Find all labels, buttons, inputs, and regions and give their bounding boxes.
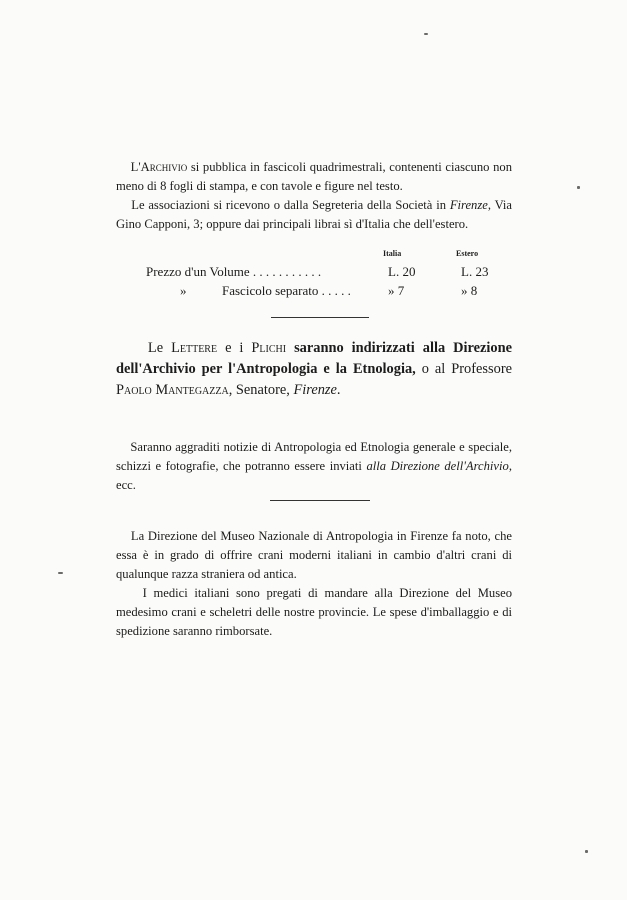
archivio-word: Archivio xyxy=(140,160,188,174)
contrib-italic: alla Direzione dell'Archivio xyxy=(366,459,509,473)
contrib-text: Saranno aggraditi notizie di Antropologia ed Etnologia generale e speciale, schizzi e fotografie, che potranno essere inviati xyxy=(116,440,513,473)
price-header-estero: Estero xyxy=(456,249,479,258)
contrib-end: , ecc. xyxy=(116,459,512,492)
price-italia: L. 20 xyxy=(388,264,416,279)
corr-text-5: , Senatore, xyxy=(228,382,294,398)
ditto-mark: » xyxy=(180,283,187,298)
corr-bold-text: saranno indirizzati alla Direzione dell'Archivio per l'Antropologia e la Etnologia, xyxy=(116,340,512,377)
subscription-note xyxy=(116,196,512,234)
city-name: Firenze xyxy=(449,198,488,212)
city-name: Firenze xyxy=(293,382,337,398)
corr-text-2: e i xyxy=(217,340,252,356)
section-divider xyxy=(270,500,370,501)
price-label: Fascicolo separato . . . . . xyxy=(222,283,351,298)
corr-text-6: . xyxy=(336,382,341,398)
scan-speck xyxy=(585,850,588,853)
publication-note xyxy=(116,158,512,196)
price-label: Prezzo d'un Volume . . . . . . . . . . . xyxy=(146,264,322,279)
scan-speck xyxy=(58,572,63,574)
professor-name: Paolo Mantegazza xyxy=(116,382,229,398)
price-header-italia: Italia xyxy=(383,249,402,258)
subscription-text-2: , Via Gino Capponi, 3; oppure dai principali librai sì d'Italia che dell'estero. xyxy=(116,198,513,231)
corr-text-1: Le xyxy=(147,340,172,356)
scan-speck xyxy=(424,33,428,35)
correspondence-note xyxy=(116,338,512,401)
museum-line-b: I medici italiani sono pregati di mandare alla Direzione del Museo medesimo crani e scheletri delle nostre provincie. Le spese d'imballaggio e di spedizione saranno rimborsate. xyxy=(116,586,512,638)
museum-note xyxy=(116,527,512,641)
subscription-text-1: Le associazioni si ricevono o dalla Segreteria della Società in xyxy=(131,198,450,212)
contributions-note xyxy=(116,438,512,495)
scan-speck xyxy=(577,186,580,189)
plichi-word: Plichi xyxy=(251,340,287,356)
price-estero: L. 23 xyxy=(461,264,489,279)
price-estero: » 8 xyxy=(461,283,478,298)
price-italia: » 7 xyxy=(388,283,405,298)
museum-text-a xyxy=(116,527,512,584)
museum-text-b xyxy=(116,584,512,641)
lettere-word: Lettere xyxy=(171,340,218,356)
publication-text: si pubblica in fascicoli quadrimestrali, contenenti ciascuno non meno di 8 fogli di stampa, e con tavole e figure nel testo. xyxy=(116,160,512,193)
corr-text-4: o al Professore xyxy=(415,361,512,377)
section-divider xyxy=(271,317,369,318)
lead-text: L' xyxy=(130,160,141,174)
museum-line-a: La Direzione del Museo Nazionale di Antropologia in Firenze fa noto, che essa è in grado di offrire crani moderni italiani in cambio d'altri crani di qualunque razza straniera od antica. xyxy=(116,529,512,581)
